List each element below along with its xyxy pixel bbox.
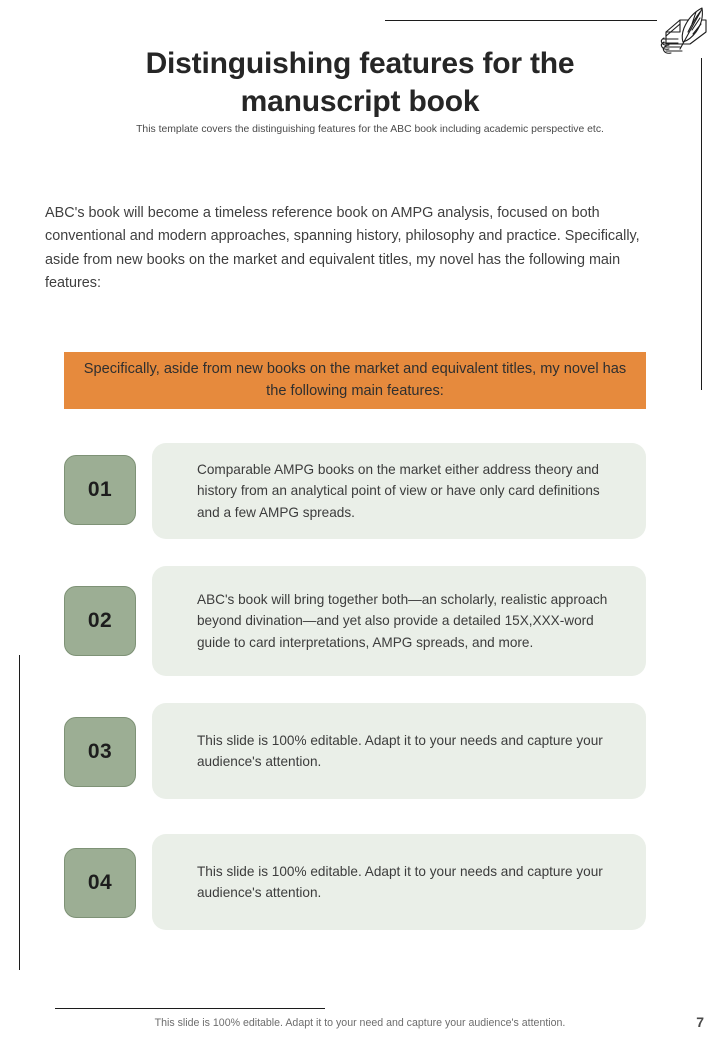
footer-horizontal-rule (55, 1008, 325, 1009)
footer-note: This slide is 100% editable. Adapt it to your need and capture your audience's attention. (154, 1017, 566, 1029)
feature-card[interactable] (152, 443, 646, 539)
feature-card-text: Comparable AMPG books on the market either address theory and history from an analytical point of view or have only card definitions and a few AMPG spreads. (197, 461, 600, 520)
feature-card-text: This slide is 100% editable. Adapt it to your needs and capture your audience's attention. (197, 863, 603, 900)
highlight-banner (64, 352, 646, 409)
feature-card-text: ABC's book will bring together both—an scholarly, realistic approach beyond divination—and yet also provide a detailed 15X,XXX-word guide to card interpretations, AMPG spreads, and more. (197, 591, 608, 650)
feature-card[interactable] (152, 566, 646, 676)
page-title: Distinguishing features for the manuscript book (145, 47, 575, 119)
page-number: 7 (696, 1014, 704, 1030)
top-horizontal-rule (385, 20, 657, 21)
feature-number-badge[interactable]: 02 (64, 586, 136, 656)
highlight-banner-text: Specifically, aside from new books on the market and equivalent titles, my novel has the following main features: (83, 361, 627, 399)
manuscript-quill-icon (650, 2, 718, 62)
feature-number-badge[interactable]: 04 (64, 848, 136, 918)
feature-card[interactable] (152, 834, 646, 930)
intro-paragraph: ABC's book will become a timeless reference book on AMPG analysis, focused on both conventional and modern approaches, spanning history, philosophy and practice. Specifically, aside from new books on the market and equivalent titles, my novel has the following main features: (45, 205, 640, 291)
feature-card[interactable] (152, 703, 646, 799)
page-subtitle: This template covers the distinguishing features for the ABC book including academic perspective etc. (136, 124, 604, 135)
feature-card-text: This slide is 100% editable. Adapt it to your needs and capture your audience's attention. (197, 732, 603, 769)
left-vertical-rule (19, 655, 20, 970)
feature-number-badge[interactable]: 01 (64, 455, 136, 525)
feature-number-badge[interactable]: 03 (64, 717, 136, 787)
right-vertical-rule (701, 58, 702, 390)
